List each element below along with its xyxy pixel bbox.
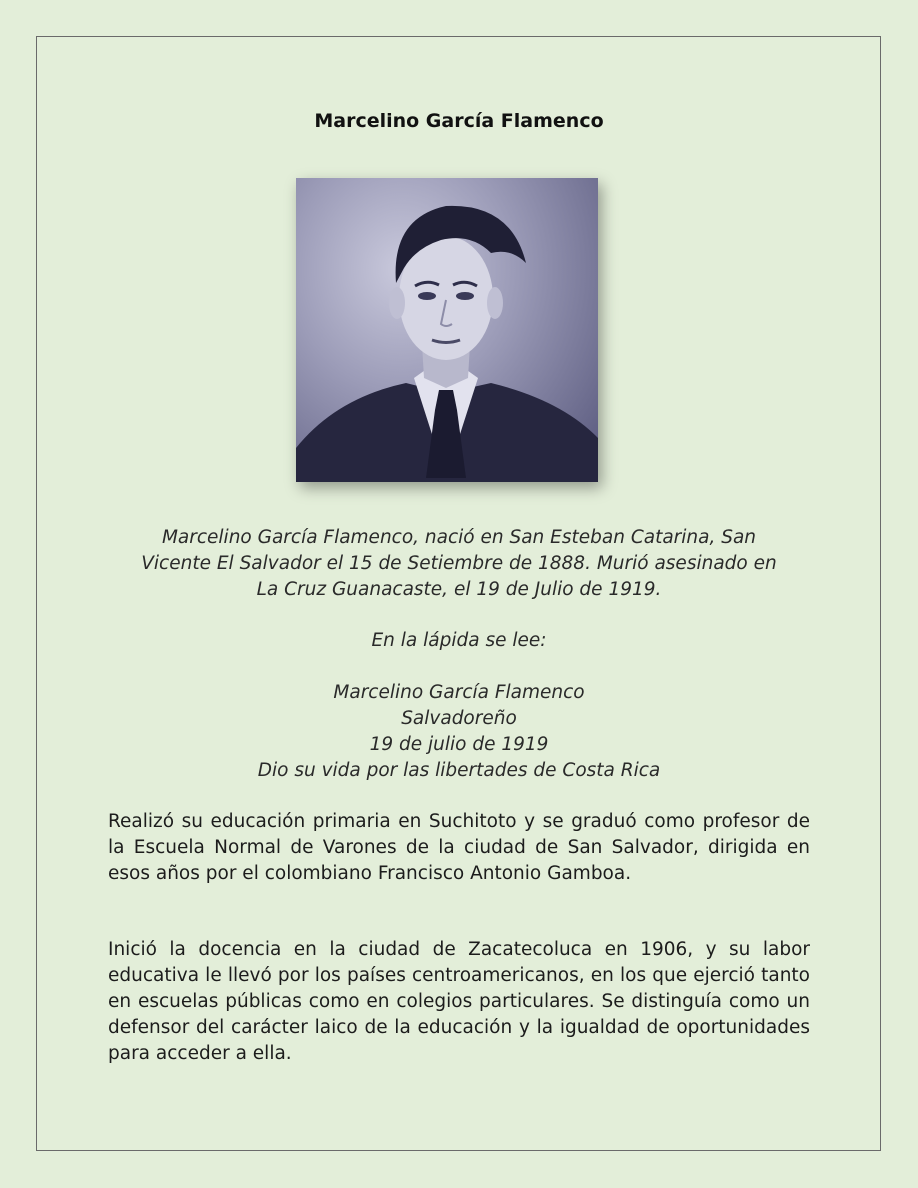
portrait-figure [296,178,598,482]
lapida-heading: En la lápida se lee: [371,630,547,651]
page-title: Marcelino García Flamenco [314,110,604,132]
intro-line: La Cruz Guanacaste, el 19 de Julio de 1919. [256,579,662,600]
inscription-line: Marcelino García Flamenco [333,682,585,703]
inscription-line: Dio su vida por las libertades de Costa Rica [257,760,661,781]
portrait-photo [296,178,598,482]
intro-line: Marcelino García Flamenco, nació en San Esteban Catarina, San [161,527,757,548]
biography-paragraph-1: Realizó su educación primaria en Suchitoto y se graduó como profesor de la Escuela Normal de Varones de la ciudad de San Salvador, dirigida en esos años por el colombiano Francisco Antonio Gamboa. [108,811,810,884]
intro-line: Vicente El Salvador el 15 de Setiembre de 1888. Murió asesinado en [141,553,777,574]
inscription-line: Salvadoreño [401,708,517,729]
inscription-line: 19 de julio de 1919 [369,734,549,755]
biography-paragraph-2: Inició la docencia en la ciudad de Zacatecoluca en 1906, y su labor educativa le llevó por los países centroamericanos, en los que ejerció tanto en escuelas públicas como en colegios particulares. Se distinguía como un defensor del carácter laico de la educación y la igualdad de oportunidades para acceder a ella. [108,939,810,1064]
tombstone-inscription [100,680,818,784]
intro-caption [100,525,818,603]
